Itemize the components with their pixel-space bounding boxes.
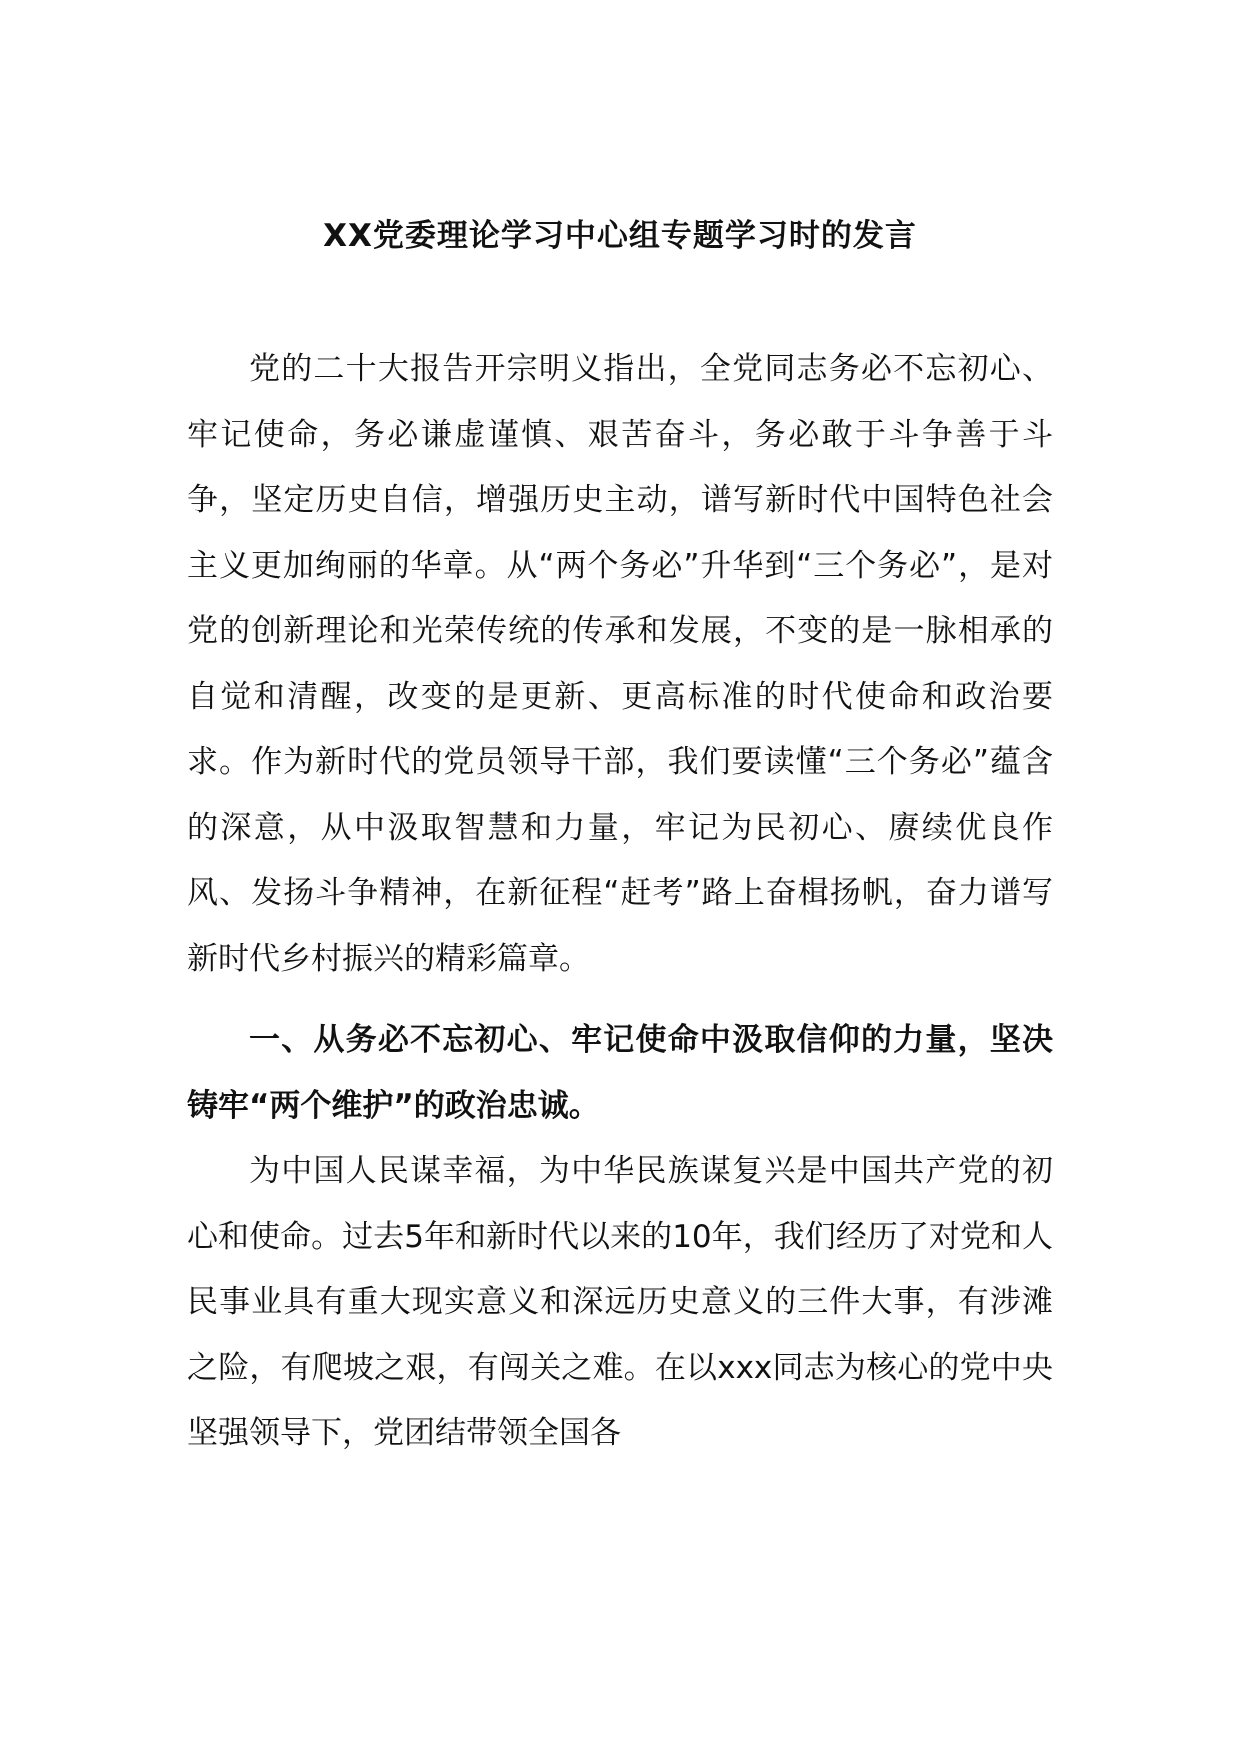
document-title: XX党委理论学习中心组专题学习时的发言: [323, 218, 917, 254]
section-1-paragraph: 为中国人民谋幸福，为中华民族谋复兴是中国共产党的初心和使命。过去5年和新时代以来的10年，我们经历了对党和人民事业具有重大现实意义和深远历史意义的三件大事，有涉滩之险，有爬坡之艰，有闯关之难。在以xxx同志为核心的党中央坚强领导下，党团结带领全国各: [187, 1153, 1053, 1451]
intro-paragraph: 党的二十大报告开宗明义指出，全党同志务必不忘初心、牢记使命，务必谦虚谨慎、艰苦奋斗，务必敢于斗争善于斗争，坚定历史自信，增强历史主动，谱写新时代中国特色社会主义更加绚丽的华章。从“两个务必”升华到“三个务必”，是对党的创新理论和光荣传统的传承和发展，不变的是一脉相承的自觉和清醒，改变的是更新、更高标准的时代使命和政治要求。作为新时代的党员领导干部，我们要读懂“三个务必”蕴含的深意，从中汲取智慧和力量，牢记为民初心、赓续优良作风、发扬斗争精神，在新征程“赶考”路上奋楫扬帆，奋力谱写新时代乡村振兴的精彩篇章。: [187, 351, 1053, 977]
section-heading-1: 一、从务必不忘初心、牢记使命中汲取信仰的力量，坚决铸牢“两个维护”的政治忠诚。: [187, 1022, 1053, 1124]
